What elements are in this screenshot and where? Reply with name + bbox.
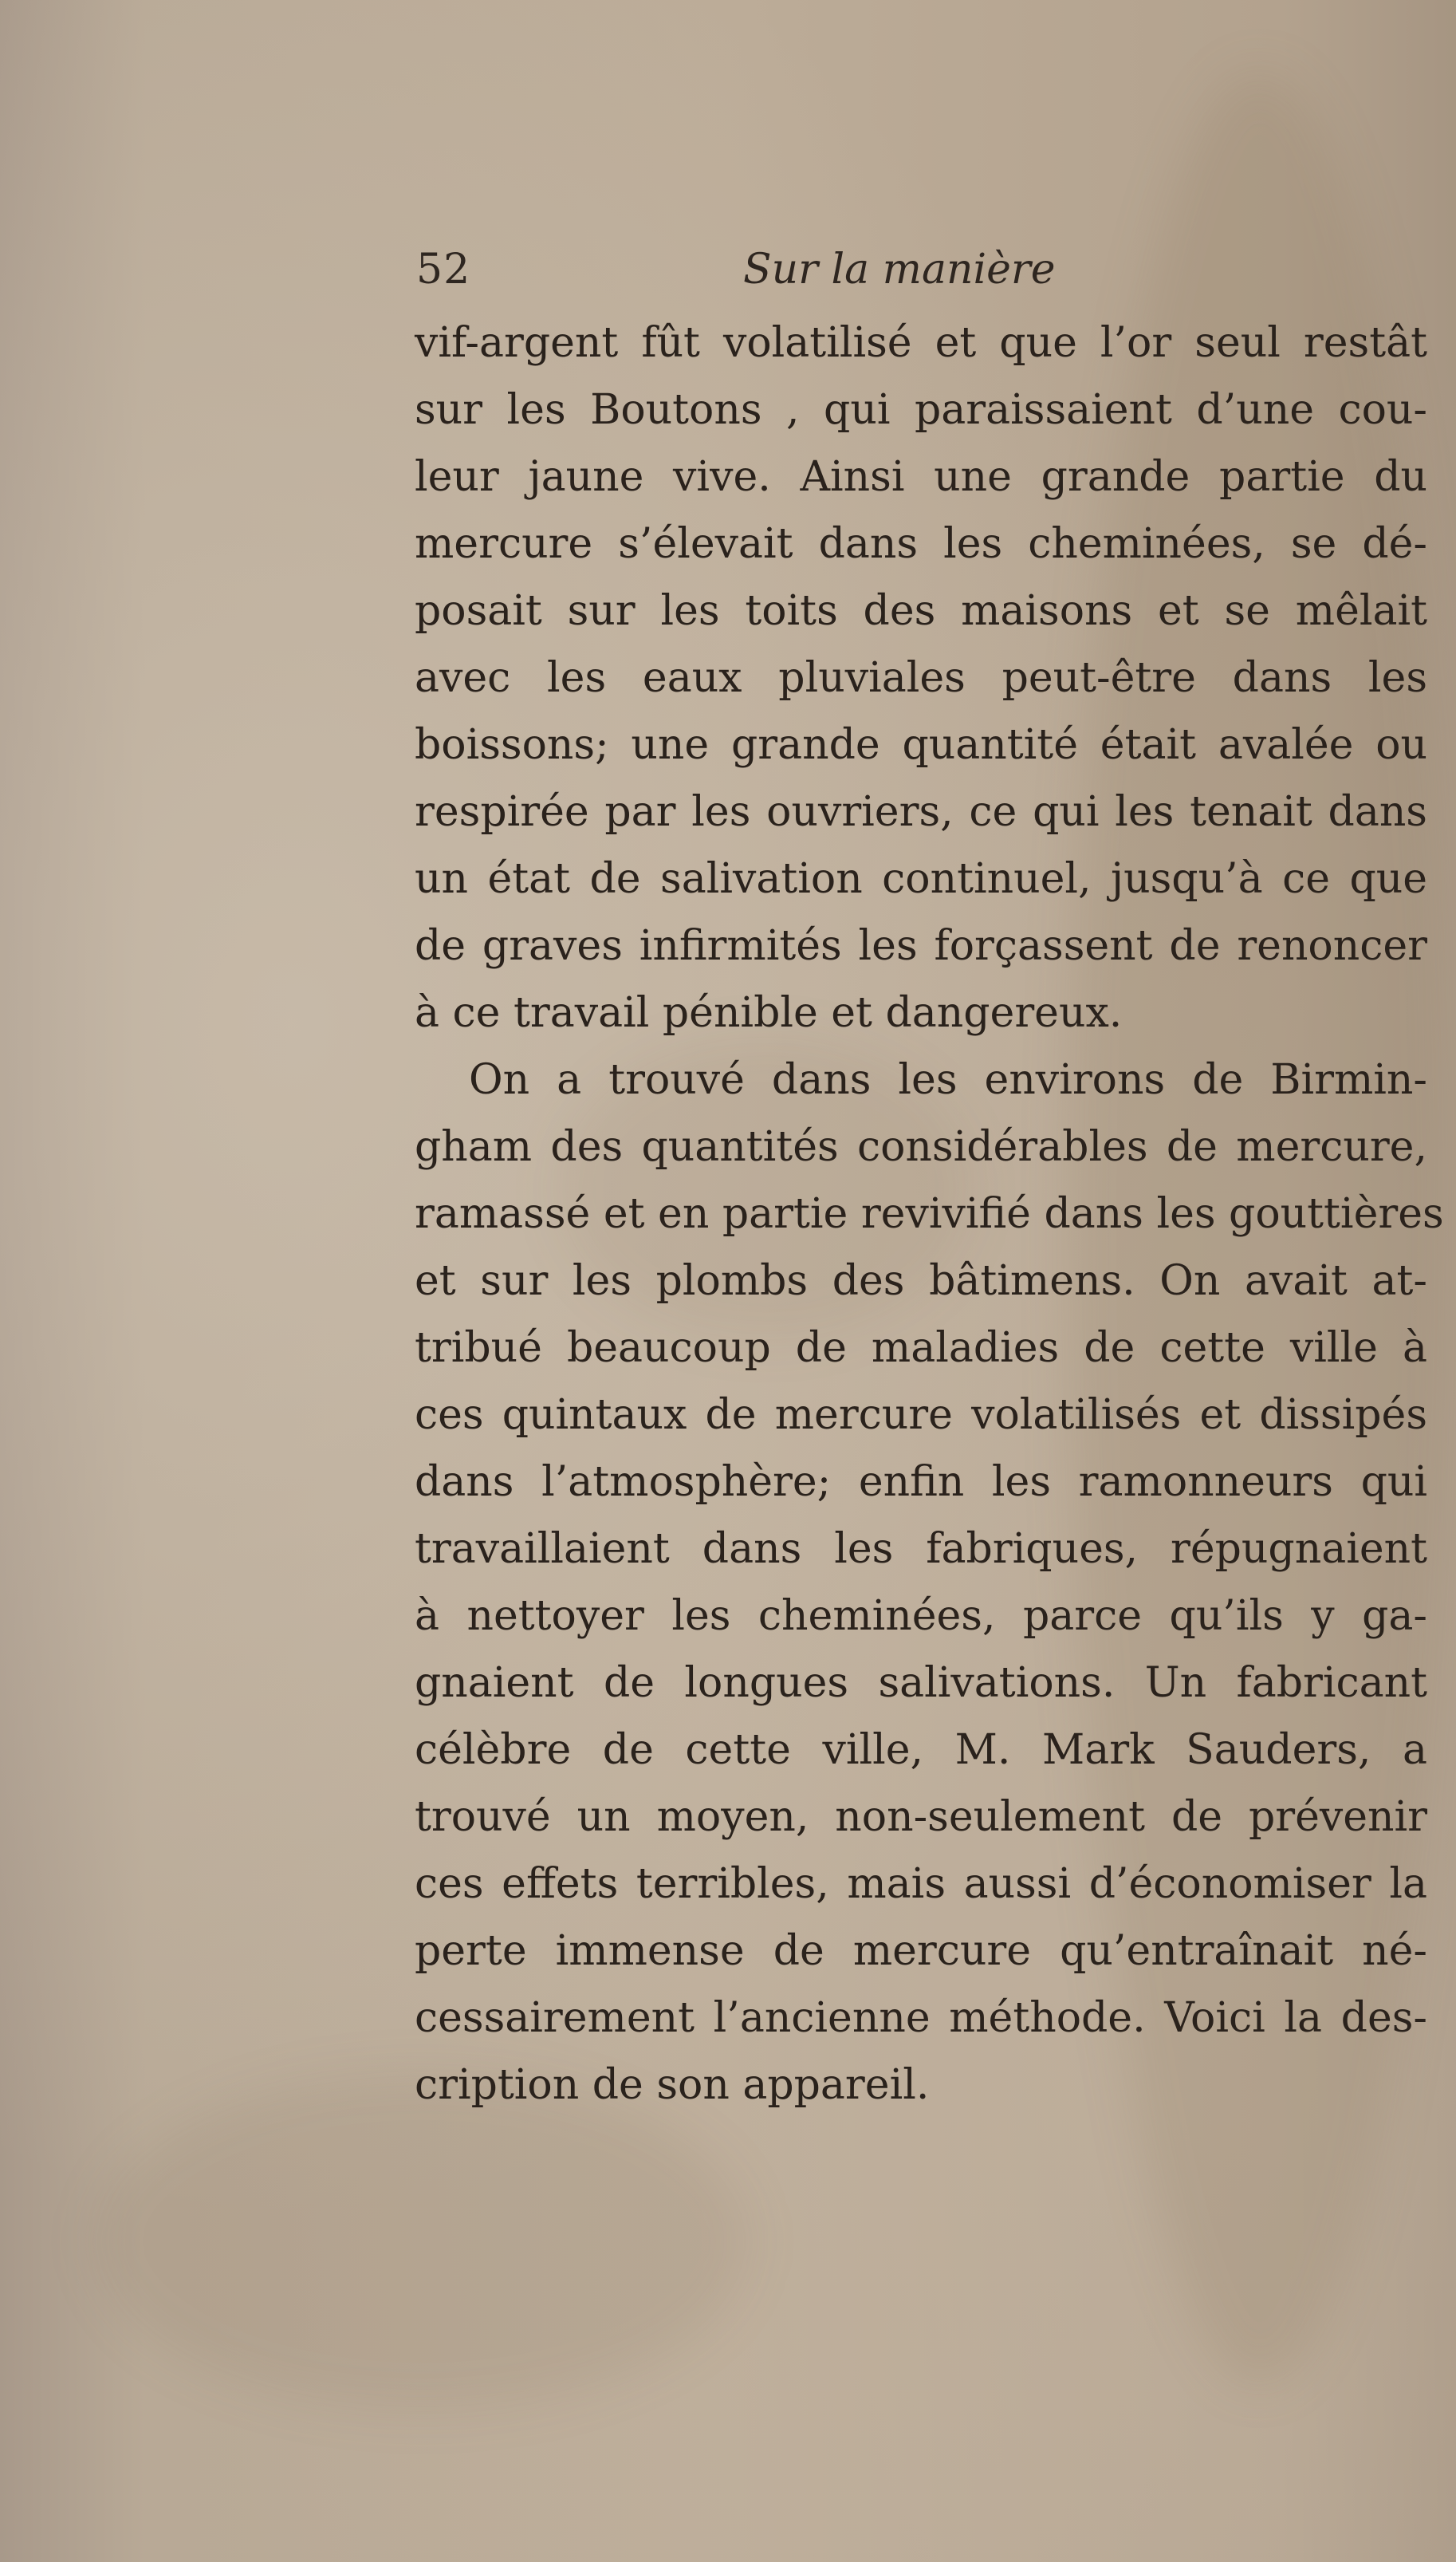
text-line: sur les Boutons , qui paraissaient d’une cou- (415, 386, 1427, 434)
text-line: boissons; une grande quantité était avalée ou (415, 721, 1427, 769)
text-line: respirée par les ouvriers, ce qui les tenait dans (415, 788, 1427, 836)
text-line: leur jaune vive. Ainsi une grande partie du (415, 453, 1427, 501)
running-title: Sur la manière (743, 246, 1056, 294)
text-line: perte immense de mercure qu’entraînait né- (415, 1927, 1427, 1975)
text-line: gham des quantités considérables de mercure, (415, 1123, 1427, 1171)
text-line: posait sur les toits des maisons et se mêlait (415, 587, 1427, 635)
paragraph-end-line: à ce travail pénible et dangereux. (415, 989, 1123, 1037)
text-line: ces quintaux de mercure volatilisés et dissipés (415, 1391, 1427, 1439)
text-line: célèbre de cette ville, M. Mark Sauders, a (415, 1726, 1427, 1774)
text-line: gnaient de longues salivations. Un fabricant (415, 1659, 1427, 1707)
text-line: mercure s’élevait dans les cheminées, se dé- (415, 520, 1427, 568)
text-line: à nettoyer les cheminées, parce qu’ils y ga- (415, 1592, 1427, 1640)
paragraph-first-line: On a trouvé dans les environs de Birmin- (469, 1056, 1427, 1104)
text-line: ces effets terribles, mais aussi d’économiser la (415, 1860, 1427, 1908)
paragraph-end-line: cription de son appareil. (415, 2061, 930, 2109)
running-header (416, 238, 1429, 302)
text-line: trouvé un moyen, non-seulement de prévenir (415, 1793, 1427, 1841)
text-line: travaillaient dans les fabriques, répugnaient (415, 1525, 1427, 1573)
page-number: 52 (416, 246, 471, 294)
text-line: tribué beaucoup de maladies de cette ville à (415, 1324, 1427, 1372)
text-line: et sur les plombs des bâtimens. On avait at- (415, 1257, 1427, 1305)
text-line: de graves infirmités les forçassent de renoncer (415, 922, 1427, 970)
text-line: dans l’atmosphère; enfin les ramonneurs qui (415, 1458, 1427, 1506)
text-line: vif-argent fût volatilisé et que l’or seul restât (415, 319, 1427, 367)
text-line: avec les eaux pluviales peut-être dans les (415, 654, 1427, 702)
paper-stain (96, 2074, 750, 2409)
text-line: cessairement l’ancienne méthode. Voici la des- (415, 1994, 1427, 2042)
body-text (415, 309, 1444, 2119)
text-line: ramassé et en partie revivifié dans les gouttières (415, 1190, 1444, 1238)
text-line: un état de salivation continuel, jusqu’à ce que (415, 855, 1427, 903)
